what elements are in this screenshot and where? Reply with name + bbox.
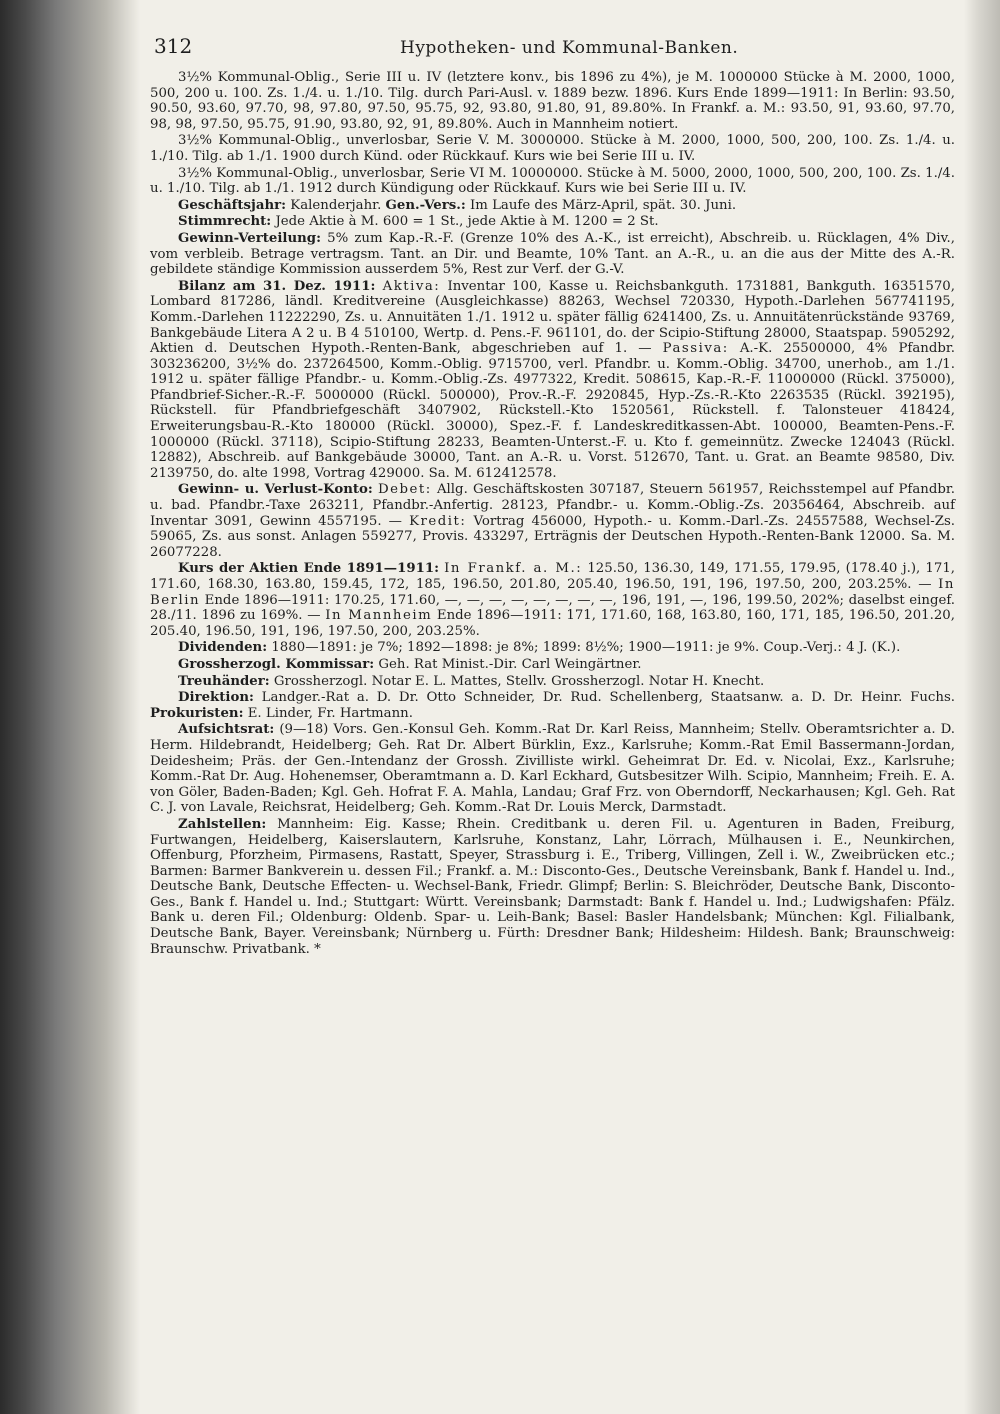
body-text: 5% zum Kap.-R.-F. (Grenze 10% des A.-K., ist erreicht), Abschreib. u. Rücklagen, 4% Div., vom verbleib. Betrage vertragsm. Tant. an Dir. und Beamte, 10% Tant. an A.-R., u. an die aus der Mitte des A.-R. gebildete ständige Kommission ausserdem 5%, Rest zur Verf. der G.-V. [150, 230, 955, 278]
body-text: Kalenderjahr. [286, 197, 386, 213]
body-text: (9—18) Vors. Gen.-Konsul Geh. Komm.-Rat Dr. Karl Reiss, Mannheim; Stellv. Oberamtsrichter a. D. Herm. Hildebrandt, Heidelberg; Geh. Rat Dr. Albert Bürklin, Exz., Karlsruhe; Komm.-Rat Emil Bassermann-Jordan, Deidesheim; Präs. der Gen.-Intendanz der Grossh. Zivilliste wirkl. Geheimrat Dr. Ed. v. Nicolai, Exz., Karlsruhe; Komm.-Rat Dr. Aug. Hohenemser, Oberamtmann a. D. Karl Eckhard, Gutsbesitzer Wilh. Scipio, Mannheim; Freih. E. A. von Göler, Baden-Baden; Kgl. Geh. Hofrat F. A. Mahla, Landau; Graf Frz. von Oberndorff, Neckarhausen; Kgl. Geh. Rat C. J. von Lavale, Reichsrat, Heidelberg; Geh. Komm.-Rat Dr. Louis Merck, Darmstadt. [150, 722, 955, 816]
body-text: Jede Aktie à M. 600 = 1 St., jede Aktie à M. 1200 = 2 St. [271, 214, 659, 230]
section-keyword: Zahlstellen: [178, 816, 267, 832]
section-keyword: Stimmrecht: [178, 214, 272, 230]
paragraph [150, 198, 955, 214]
paragraph [150, 561, 955, 639]
page-number: 312 [154, 34, 193, 58]
page-edge-shadow [964, 0, 1000, 1414]
body-text: A.-K. 25500000, 4% Pfandbr. 303236200, 3½% do. 237264500, Komm.-Oblig. 9715700, verl. Pfandbr. u. Komm.-Oblig. 34700, unerhob., am 1./1. 1912 u. später fällige Pfandbr.- u. Komm.-Oblig.-Zs. 4977322, Kredit. 508615, Kap.-R.-F. 11000000 (Rückl. 375000), Pfandbrief-Sicher.-R.-F. 5000000 (Rückl. 500000), Prov.-R.-F. 2920845, Hyp.-Zs.-R.-Kto 2263535 (Rückl. 392195), Rückstell. für Pfandbriefgeschäft 3407902, Rückstell.-Kto 1520561, Rückstell. f. Talonsteuer 418424, Erweiterungsbau-R.-Kto 180000 (Rückl. 30000), Spez.-F. f. Landeskreditkassen-Abt. 100000, Beamten-Pens.-F. 1000000 (Rückl. 37118), Scipio-Stiftung 28233, Beamten-Unterst.-F. u. Kto f. gemeinnütz. Zwecke 124043 (Rückl. 12882), Abschreib. auf Bankgebäude 30000, Tant. an A.-R. u. Vorst. 512670, Tant. u. Grat. an Beamte 98580, Div. 2139750, do. alte 1998, Vortrag 429000. Sa. M. 612412578. [150, 341, 955, 481]
paragraph [150, 640, 955, 656]
body-text: Im Laufe des März-April, spät. 30. Juni. [465, 197, 737, 213]
paragraph [150, 657, 955, 673]
section-keyword: Gen.-Vers.: [385, 197, 466, 213]
body-text [375, 279, 382, 294]
paragraph [150, 166, 955, 197]
spaced-heading: Passiva: [662, 341, 729, 357]
section-keyword: Grossherzogl. Kommissar: [178, 656, 375, 672]
body-text: 3½% Kommunal-Oblig., unverlosbar, Serie VI M. 10000000. Stücke à M. 5000, 2000, 1000, 500, 200, 100. Zs. 1./4. u. 1./10. Tilg. ab 1./1. 1912 durch Kündigung oder Rückkauf. Kurs wie bei Serie III u. IV. [150, 165, 955, 197]
page-body [150, 70, 955, 957]
section-keyword: Direktion: [178, 690, 254, 706]
section-keyword: Prokuristen: [150, 705, 244, 721]
body-text: Landger.-Rat a. D. Dr. Otto Schneider, Dr. Rud. Schellenberg, Staatsanw. a. D. Dr. Heinr. Fuchs. [253, 690, 955, 706]
paragraph [150, 70, 955, 132]
section-keyword: Kurs der Aktien Ende 1891—1911: [178, 561, 439, 577]
body-text: 1880—1891: je 7%; 1892—1898: je 8%; 1899: 8½%; 1900—1911: je 9%. Coup.-Verj.: 4 J. (K.). [267, 640, 901, 656]
body-text: 3½% Kommunal-Oblig., Serie III u. IV (letztere konv., bis 1896 zu 4%), je M. 1000000 Stücke à M. 2000, 1000, 500, 200 u. 100. Zs. 1./4. u. 1./10. Tilg. durch Pari-Ausl. v. 1889 bezw. 1896. Kurs Ende 1899—1911: In Berlin: 93.50, 90.50, 93.60, 97.70, 98, 97.80, 97.50, 95.75, 92, 93.80, 91.80, 91, 89.80%. In Frankf. a. M.: 93.50, 91, 93.60, 97.70, 98, 98, 97.50, 95.75, 91.90, 93.80, 92, 91, 89.80%. Auch in Mannheim notiert. [150, 70, 955, 132]
spaced-heading: In Berlin [150, 577, 955, 608]
section-keyword: Dividenden: [178, 640, 268, 656]
body-text: Ende 1896—1911: 170.25, 171.60, —, —, —, —, —, —, —, —, 196, 191, —, 196, 199.50, 202%; daselbst eingef. 28./11. 1896 zu 169%. — [150, 592, 955, 624]
section-keyword: Gewinn- u. Verlust-Konto: [178, 482, 373, 498]
page-header [150, 30, 955, 70]
paragraph [150, 279, 955, 482]
running-head: Hypotheken- und Kommunal-Banken. [400, 38, 739, 58]
paragraph [150, 690, 955, 721]
spaced-heading: In Frankf. a. M.: [444, 561, 583, 577]
body-text: 3½% Kommunal-Oblig., unverlosbar, Serie V. M. 3000000. Stücke à M. 2000, 1000, 500, 200, 100. Zs. 1./4. u. 1./10. Tilg. ab 1./1. 1900 durch Künd. oder Rückkauf. Kurs wie bei Serie III u. IV. [150, 133, 955, 164]
section-keyword: Bilanz am 31. Dez. 1911: [178, 278, 376, 294]
body-text: E. Linder, Fr. Hartmann. [243, 705, 413, 721]
paragraph [150, 214, 955, 230]
body-text: Vortrag 456000, Hypoth.- u. Komm.-Darl.-Zs. 24557588, Wechsel-Zs. 59065, Zs. aus sonst. Anlagen 559277, Provis. 433297, Erträgnis der Deutschen Hypoth.-Renten-Bank 12000. Sa. M. 26077228. [150, 513, 955, 560]
section-keyword: Geschäftsjahr: [178, 197, 287, 213]
paragraph [150, 482, 955, 560]
paragraph [150, 817, 955, 957]
paragraph [150, 133, 955, 164]
book-page [150, 30, 955, 1400]
spaced-heading: Debet: [378, 482, 432, 498]
spaced-heading: Aktiva: [382, 278, 441, 294]
body-text: Ende 1896—1911: 171, 171.60, 168, 163.80, 160, 171, 185, 196.50, 201.20, 205.40, 196.50, 191, 196, 197.50, 200, 203.25%. [150, 608, 955, 639]
section-keyword: Aufsichtsrat: [178, 722, 275, 738]
body-text: Geh. Rat Minist.-Dir. Carl Weingärtner. [374, 656, 642, 672]
body-text: 125.50, 136.30, 149, 171.55, 179.95, (178.40 j.), 171, 171.60, 168.30, 163.80, 159.45, 172, 185, 196.50, 201.80, 205.40, 196.50, 191, 196, 197.50, 200, 203.25%. — [150, 561, 956, 592]
body-text: Inventar 100, Kasse u. Reichsbankguth. 1731881, Bankguth. 16351570, Lombard 817286, ländl. Kreditvereine (Ausgleichkasse) 88263, Wechsel 720330, Hypoth.-Darlehen 567741195, Komm.-Darlehen 11222290, Zs. u. Annuitäten 1./1. 1912 u. später fällig 6241400, Zs. u. Annuitätenrückstände 93769, Bankgebäude Litera A 2 u. B 4 510100, Wertp. d. Pens.-F. 961101, do. der Scipio-Stiftung 28000, Staatspap. 5905292, Aktien d. Deutschen Hypoth.-Renten-Bank, abgeschrieben auf 1. — [150, 278, 955, 357]
book-binding-shadow [0, 0, 140, 1414]
paragraph [150, 722, 955, 816]
body-text: Mannheim: Eig. Kasse; Rhein. Creditbank u. deren Fil. u. Agenturen in Baden, Freiburg, Furtwangen, Heidelberg, Kaiserslautern, Karlsruhe, Konstanz, Lahr, Lörrach, Mülhausen i. E., Neunkirchen, Offenburg, Pforzheim, Pirmasens, Rastatt, Speyer, Strassburg i. E., Triberg, Villingen, Zell i. W., Zweibrücken etc.; Barmen: Barmer Bankverein u. dessen Fil.; Frankf. a. M.: Disconto-Ges., Deutsche Vereinsbank, Bank f. Handel u. Ind., Deutsche Bank, Deutsche Effecten- u. Wechsel-Bank, Friedr. Glimpf; Berlin: S. Bleichröder, Deutsche Bank, Disconto-Ges., Bank f. Handel u. Ind.; Stuttgart: Württ. Vereinsbank; Darmstadt: Bank f. Handel u. Ind.; Ludwigshafen: Pfälz. Bank u. deren Fil.; Oldenburg: Oldenb. Spar- u. Leih-Bank; Basel: Basler Handelsbank; München: Kgl. Filialbank, Deutsche Bank, Bayer. Vereinsbank; Nürnberg u. Fürth: Dresdner Bank; Hildesheim: Hildesh. Bank; Braunschweig: Braunschw. Privatbank. * [150, 816, 955, 957]
paragraph [150, 674, 955, 690]
spaced-heading: Kredit: [409, 513, 467, 529]
body-text: Grossherzogl. Notar E. L. Mattes, Stellv. Grossherzogl. Notar H. Knecht. [269, 673, 765, 689]
section-keyword: Treuhänder: [178, 673, 270, 689]
body-text: Allg. Geschäftskosten 307187, Steuern 561957, Reichsstempel auf Pfandbr. u. bad. Pfandbr.-Taxe 263211, Pfandbr.-Anfertig. 28123, Pfandbr.- u. Komm.-Oblig.-Zs. 20356464, Abschreib. auf Inventar 3091, Gewinn 4557195. — [150, 482, 955, 529]
section-keyword: Gewinn-Verteilung: [178, 230, 322, 246]
spaced-heading: In Mannheim [325, 608, 433, 624]
paragraph [150, 231, 955, 278]
